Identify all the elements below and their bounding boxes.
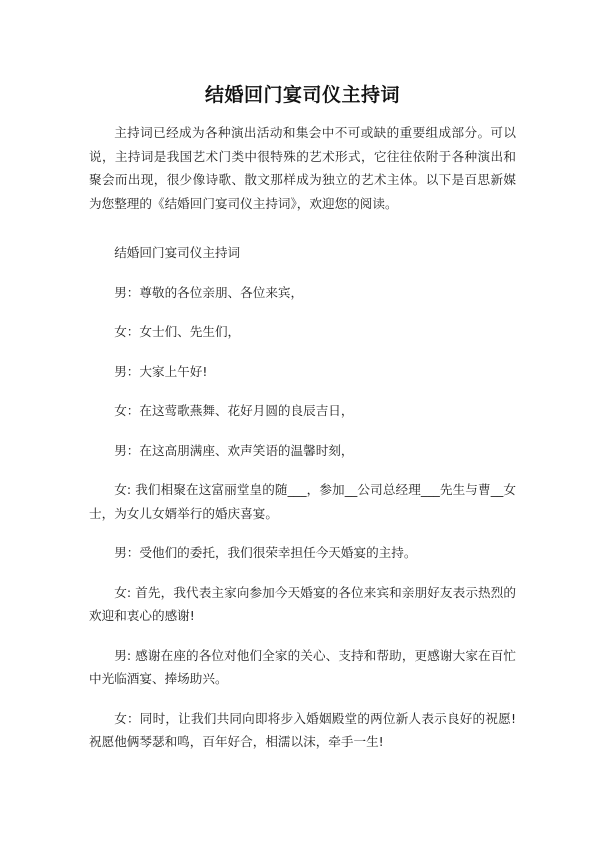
dialog-line-3: 男：大家上午好! bbox=[114, 363, 208, 379]
document-title: 结婚回门宴司仪主持词 bbox=[204, 84, 400, 106]
dialog-line-6: 女: 我们相聚在这富丽堂皇的随___，参加__公司总经理___先生与曹__女士，为女儿女婿举行的婚庆喜宴。 bbox=[89, 482, 516, 521]
dialog-line-10: 女：同时，让我们共同向即将步入婚姻殿堂的两位新人表示良好的祝愿!祝愿他俩琴瑟和鸣，百年好合，相濡以沫，牵手一生! bbox=[89, 710, 516, 749]
dialog-line-8: 女: 首先，我代表主家向参加今天婚宴的各位来宾和亲朋好友表示热烈的欢迎和衷心的感谢! bbox=[89, 584, 516, 623]
dialog-line-4: 女：在这莺歌燕舞、花好月圆的良辰吉日， bbox=[114, 403, 354, 418]
dialog-line-2: 女：女士们、先生们， bbox=[114, 324, 241, 339]
section-subtitle: 结婚回门宴司仪主持词 bbox=[114, 245, 241, 260]
intro-paragraph: 主持词已经成为各种演出活动和集会中不可或缺的重要组成部分。可以说，主持词是我国艺术门类中很特殊的艺术形式，它往往依附于各种演出和聚会而出现，很少像诗歌、散文那样成为独立的艺术主体。以下是百思新媒为您整理的《结婚回门宴司仪主持词》，欢迎您的阅读。 bbox=[89, 125, 516, 211]
dialog-line-9: 男: 感谢在座的各位对他们全家的关心、支持和帮助，更感谢大家在百忙中光临酒宴、捧场助兴。 bbox=[89, 647, 516, 686]
dialog-line-7: 男：受他们的委托，我们很荣幸担任今天婚宴的主持。 bbox=[114, 545, 417, 560]
dialog-line-1: 男：尊敬的各位亲朋、各位来宾， bbox=[114, 284, 304, 300]
dialog-line-5: 男：在这高朋满座、欢声笑语的温馨时刻， bbox=[114, 442, 354, 458]
